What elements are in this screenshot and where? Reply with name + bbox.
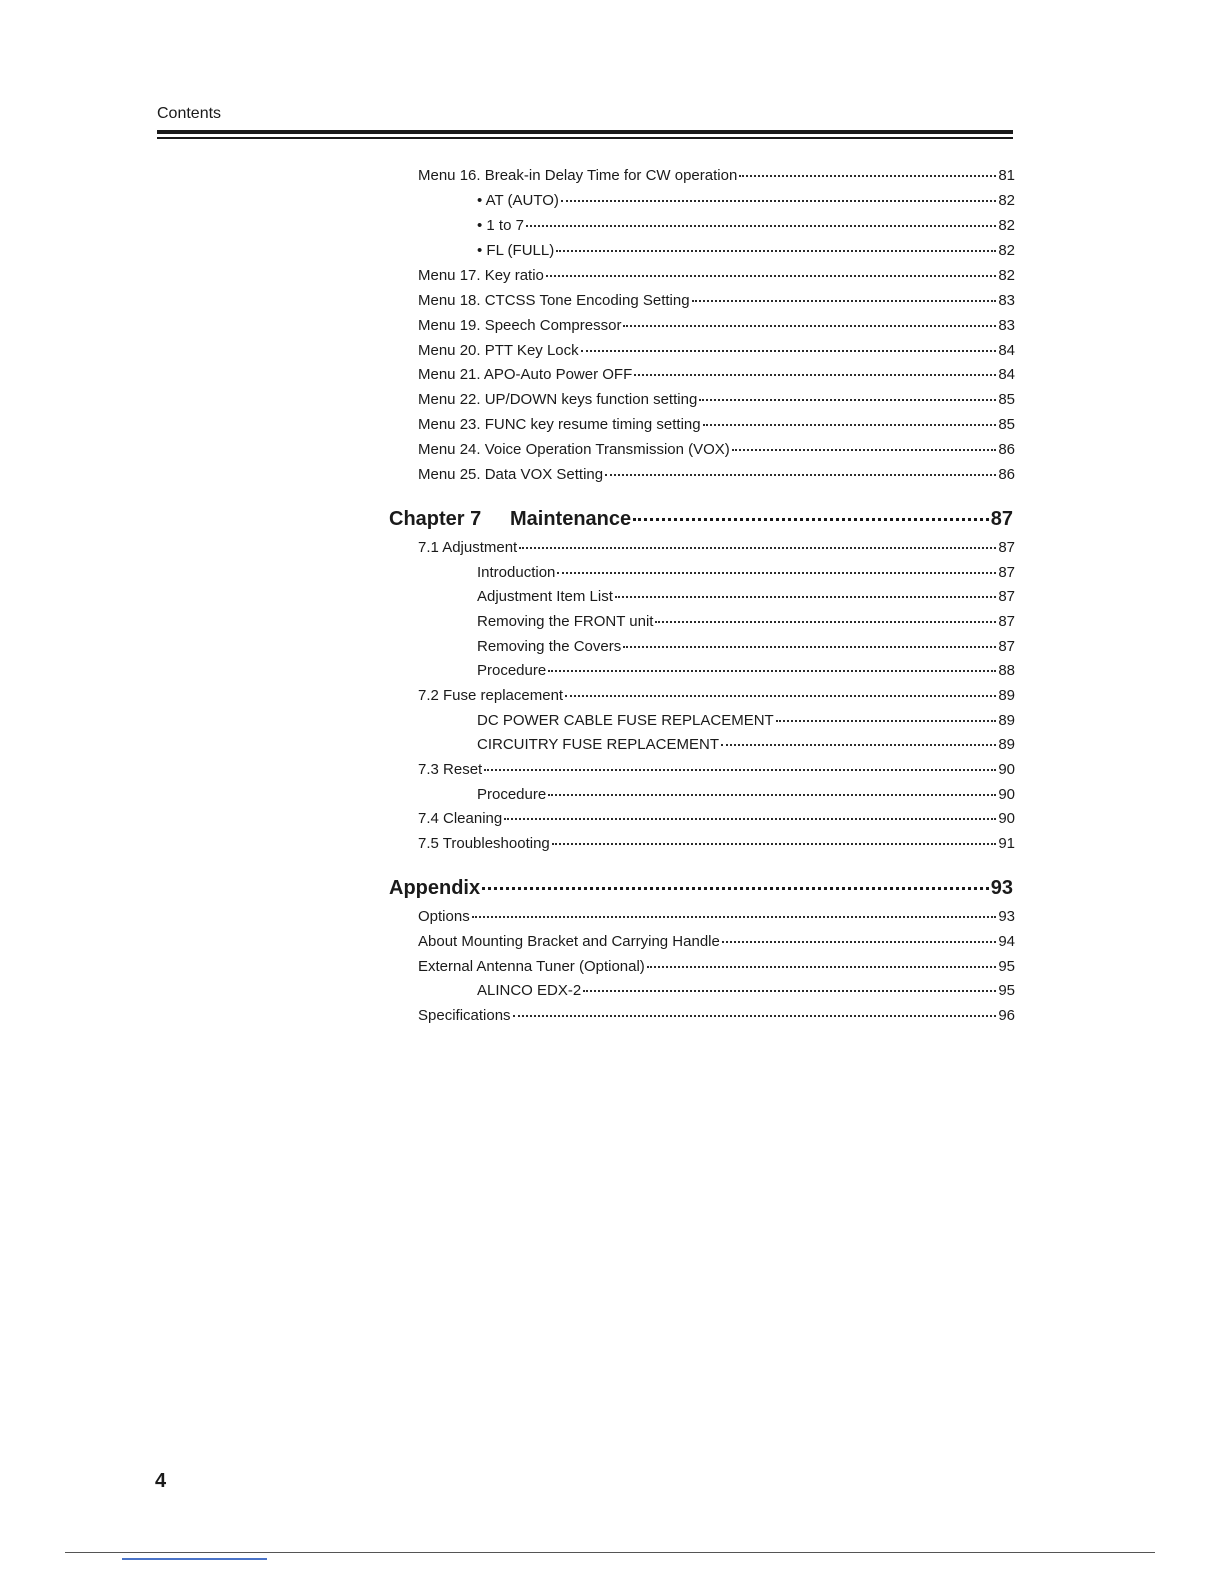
toc-label: Options (418, 908, 470, 925)
toc-page: 90 (998, 761, 1015, 778)
dot-leader (561, 200, 996, 202)
toc-entry-menu-24[interactable] (418, 441, 1015, 459)
toc-entry-mounting-bracket[interactable] (418, 933, 1015, 951)
toc-page: 93 (990, 877, 1013, 899)
dot-leader (504, 818, 996, 820)
chapter-title: Maintenance (510, 508, 632, 530)
toc-entry-7-5[interactable] (418, 835, 1015, 853)
toc-label: Menu 19. Speech Compressor (418, 317, 622, 334)
dot-leader (721, 744, 996, 746)
toc-entry-dc-power-cable-fuse[interactable] (477, 712, 1015, 730)
toc-entry-menu-25[interactable] (418, 466, 1015, 484)
dot-leader (581, 350, 997, 352)
dot-leader (623, 646, 996, 648)
toc-label: Menu 23. FUNC key resume timing setting (418, 416, 701, 433)
toc-page: 94 (998, 933, 1015, 950)
toc-page: 86 (998, 441, 1015, 458)
dot-leader (692, 300, 997, 302)
toc-page: 87 (990, 508, 1013, 530)
toc-label: Procedure (477, 662, 547, 679)
dot-leader (647, 966, 997, 968)
dot-leader (655, 621, 996, 623)
dot-leader (633, 518, 989, 521)
toc-label: Removing the FRONT unit (477, 613, 654, 630)
appendix-title: Appendix (389, 877, 481, 899)
toc-entry-adjustment-item-list[interactable] (477, 588, 1015, 606)
toc-label: 7.4 Cleaning (418, 810, 503, 827)
dot-leader (739, 175, 996, 177)
toc-page: 95 (998, 958, 1015, 975)
toc-page: 82 (998, 217, 1015, 234)
dot-leader (526, 225, 996, 227)
dot-leader (546, 275, 996, 277)
toc-label: External Antenna Tuner (Optional) (418, 958, 645, 975)
header-rule-thick (157, 130, 1013, 134)
toc-label: Menu 22. UP/DOWN keys function setting (418, 391, 698, 408)
toc-entry-procedure[interactable] (477, 662, 1015, 680)
toc-entry-at-auto[interactable] (477, 192, 1015, 210)
toc-entry-alinco-edx-2[interactable] (477, 982, 1015, 1000)
toc-label: Menu 18. CTCSS Tone Encoding Setting (418, 292, 690, 309)
toc-page: 87 (998, 564, 1015, 581)
dot-leader (605, 474, 996, 476)
toc-entry-7-1[interactable] (418, 539, 1015, 557)
toc-page: 87 (998, 588, 1015, 605)
toc-page: 95 (998, 982, 1015, 999)
toc-label: Menu 24. Voice Operation Transmission (VOX) (418, 441, 730, 458)
running-header: Contents (157, 105, 222, 122)
toc-page: 84 (998, 366, 1015, 383)
page-number: 4 (155, 1470, 167, 1492)
toc-label: CIRCUITRY FUSE REPLACEMENT (477, 736, 719, 753)
toc-entry-menu-22[interactable] (418, 391, 1015, 409)
toc-label: 7.1 Adjustment (418, 539, 518, 556)
toc-entry-menu-16[interactable] (418, 167, 1015, 185)
toc-entry-menu-18[interactable] (418, 292, 1015, 310)
toc-page: 90 (998, 810, 1015, 827)
footer-rule (65, 1552, 1155, 1553)
toc-page: 89 (998, 712, 1015, 729)
footer-accent-rule (122, 1558, 267, 1560)
dot-leader (776, 720, 997, 722)
header-rule-thin (157, 137, 1013, 139)
toc-entry-1-to-7[interactable] (477, 217, 1015, 235)
dot-leader (583, 990, 996, 992)
dot-leader (623, 325, 996, 327)
dot-leader (556, 250, 996, 252)
toc-label: Procedure (477, 786, 547, 803)
dot-leader (472, 916, 997, 918)
toc-page: 86 (998, 466, 1015, 483)
toc-label: Menu 21. APO-Auto Power OFF (418, 366, 633, 383)
toc-entry-fl-full[interactable] (477, 242, 1015, 260)
toc-entry-introduction[interactable] (477, 564, 1015, 582)
dot-leader (703, 424, 997, 426)
toc-label: About Mounting Bracket and Carrying Handle (418, 933, 720, 950)
toc-page: 83 (998, 292, 1015, 309)
toc-label: 7.5 Troubleshooting (418, 835, 550, 852)
toc-label: Menu 16. Break-in Delay Time for CW operation (418, 167, 738, 184)
toc-entry-removing-front-unit[interactable] (477, 613, 1015, 631)
dot-leader (732, 449, 997, 451)
toc-label: Specifications (418, 1007, 511, 1024)
toc-page: 90 (998, 786, 1015, 803)
toc-page: 82 (998, 267, 1015, 284)
toc-page: 85 (998, 391, 1015, 408)
toc-page: 88 (998, 662, 1015, 679)
toc-page: 91 (998, 835, 1015, 852)
toc-entry-7-4[interactable] (418, 810, 1015, 828)
toc-entry-menu-20[interactable] (418, 342, 1015, 360)
toc-page: 87 (998, 539, 1015, 556)
toc-page: 89 (998, 687, 1015, 704)
toc-label: 7.2 Fuse replacement (418, 687, 564, 704)
toc-page: 87 (998, 613, 1015, 630)
toc-entry-reset-procedure[interactable] (477, 786, 1015, 804)
dot-leader (615, 596, 996, 598)
dot-leader (548, 670, 996, 672)
chapter-heading (389, 507, 631, 531)
dot-leader (519, 547, 996, 549)
toc-page: 89 (998, 736, 1015, 753)
toc-label: Menu 17. Key ratio (418, 267, 544, 284)
toc-page: 82 (998, 192, 1015, 209)
toc-entry-options[interactable] (418, 908, 1015, 926)
toc-entry-7-3[interactable] (418, 761, 1015, 779)
toc-entry-7-2[interactable] (418, 687, 1015, 705)
toc-label: Menu 25. Data VOX Setting (418, 466, 604, 483)
toc-entry-menu-19[interactable] (418, 317, 1015, 335)
toc-page: 81 (998, 167, 1015, 184)
toc-label: Adjustment Item List (477, 588, 613, 605)
toc-entry-circuitry-fuse[interactable] (477, 736, 1015, 754)
toc-label: Removing the Covers (477, 638, 622, 655)
toc-entry-removing-covers[interactable] (477, 638, 1015, 656)
toc-entry-external-antenna-tuner[interactable] (418, 958, 1015, 976)
toc-label: Menu 20. PTT Key Lock (418, 342, 579, 359)
toc-page: 96 (998, 1007, 1015, 1024)
dot-leader (557, 572, 996, 574)
toc-page: 83 (998, 317, 1015, 334)
toc-entry-menu-23[interactable] (418, 416, 1015, 434)
chapter-number: Chapter 7 (389, 508, 482, 530)
toc-label: • AT (AUTO) (477, 192, 559, 209)
toc-label: • FL (FULL) (477, 242, 555, 259)
dot-leader (699, 399, 996, 401)
toc-entry-menu-17[interactable] (418, 267, 1015, 285)
toc-page: 85 (998, 416, 1015, 433)
toc-page: 93 (998, 908, 1015, 925)
dot-leader (484, 769, 996, 771)
toc-appendix[interactable] (389, 876, 1013, 900)
toc-entry-specifications[interactable] (418, 1007, 1015, 1025)
toc-label: Introduction (477, 564, 556, 581)
toc-label: ALINCO EDX-2 (477, 982, 582, 999)
toc-chapter-7[interactable] (389, 507, 1013, 531)
dot-leader (634, 374, 996, 376)
toc-page: 87 (998, 638, 1015, 655)
dot-leader (513, 1015, 997, 1017)
dot-leader (565, 695, 996, 697)
toc-page: 84 (998, 342, 1015, 359)
toc-page: 82 (998, 242, 1015, 259)
dot-leader (552, 843, 997, 845)
dot-leader (722, 941, 996, 943)
dot-leader (548, 794, 996, 796)
dot-leader (482, 887, 989, 890)
toc-entry-menu-21[interactable] (418, 366, 1015, 384)
toc-label: • 1 to 7 (477, 217, 524, 234)
toc-label: DC POWER CABLE FUSE REPLACEMENT (477, 712, 774, 729)
toc-label: 7.3 Reset (418, 761, 483, 778)
